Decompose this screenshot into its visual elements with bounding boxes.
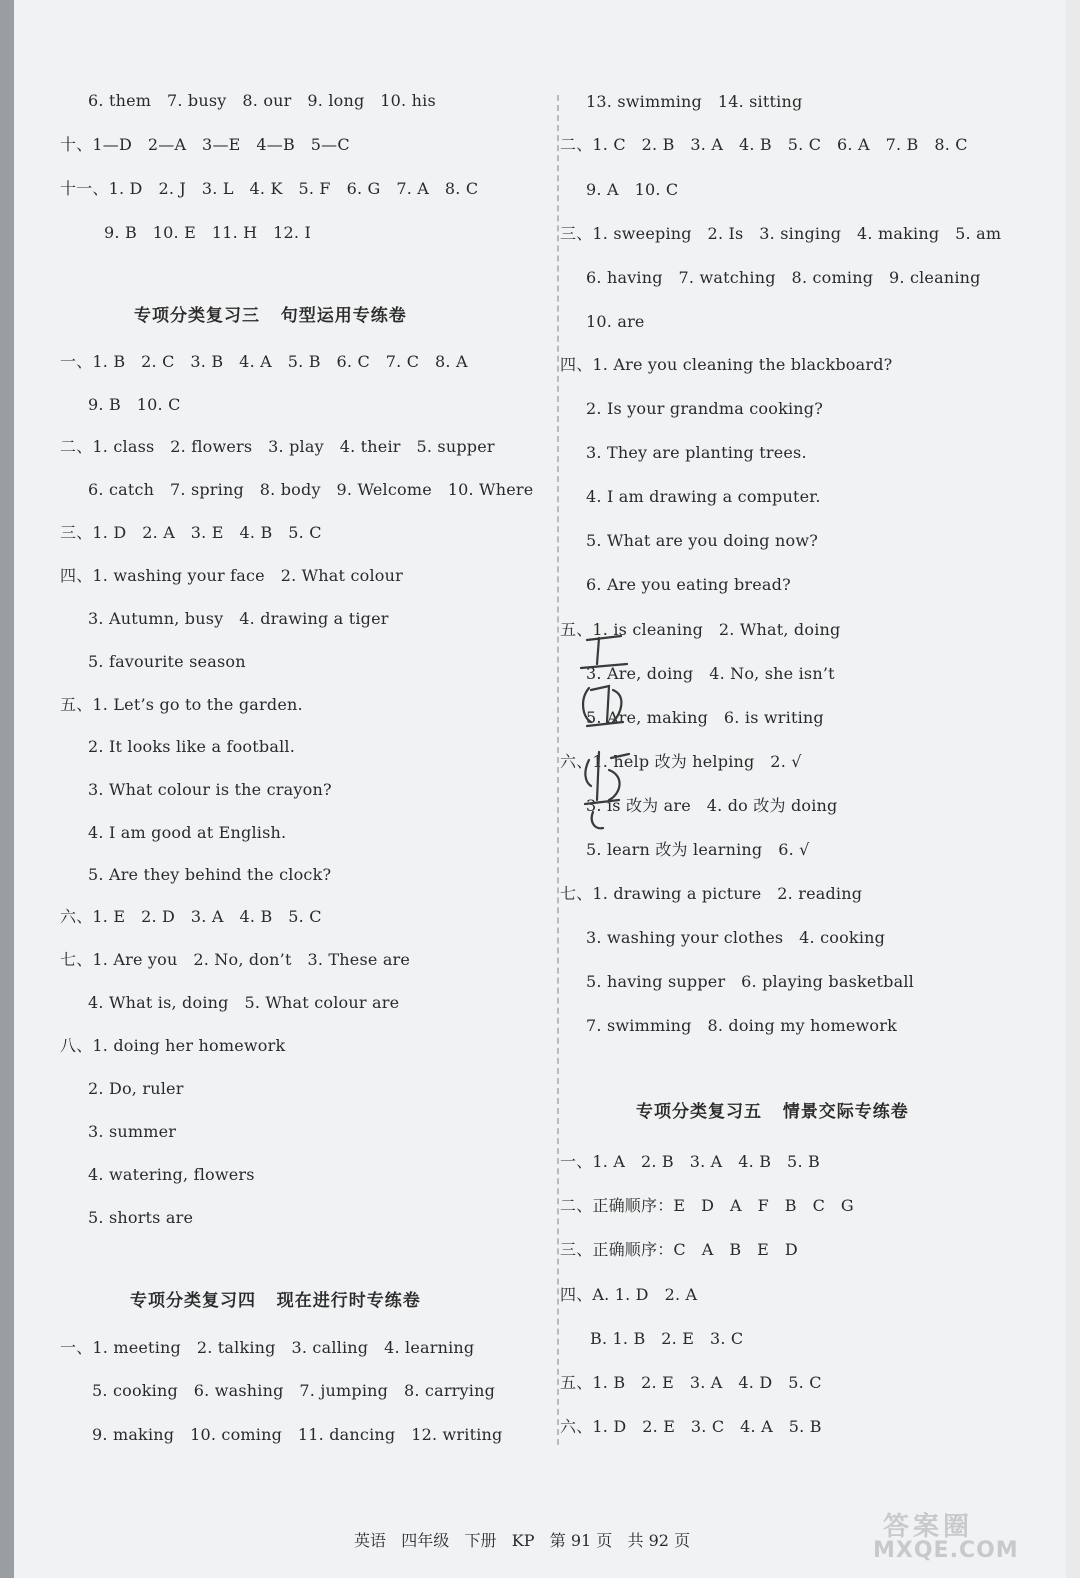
answer-line: 2. Is your grandma cooking? bbox=[586, 399, 824, 418]
answer-line: 3. is 改为 are 4. do 改为 doing bbox=[586, 796, 838, 815]
answer-line: 5. having supper 6. playing basketball bbox=[586, 972, 914, 991]
answer-line: 5. Are they behind the clock? bbox=[88, 865, 332, 884]
answer-line: 五、1. is cleaning 2. What, doing bbox=[560, 620, 841, 639]
answer-line: 2. Do, ruler bbox=[88, 1079, 184, 1098]
answer-line: 4. watering, flowers bbox=[88, 1165, 255, 1184]
answer-line: 四、A. 1. D 2. A bbox=[560, 1285, 698, 1304]
watermark-text-top: 答案圈 bbox=[883, 1512, 974, 1542]
watermark-text-bottom: MXQE.COM bbox=[873, 1538, 1019, 1563]
answer-line: 八、1. doing her homework bbox=[60, 1036, 286, 1055]
answer-line: 5. Are, making 6. is writing bbox=[586, 708, 824, 727]
watermark-logo bbox=[873, 1506, 1048, 1564]
answer-line: 9. making 10. coming 11. dancing 12. writing bbox=[92, 1425, 503, 1444]
answer-line: 5. shorts are bbox=[88, 1208, 194, 1227]
answer-line: 6. catch 7. spring 8. body 9. Welcome 10. Where bbox=[88, 480, 534, 499]
answer-line: 4. I am drawing a computer. bbox=[586, 487, 821, 506]
answer-line: 13. swimming 14. sitting bbox=[586, 92, 803, 111]
answer-line: 一、1. A 2. B 3. A 4. B 5. B bbox=[560, 1152, 820, 1171]
answer-line: 6. them 7. busy 8. our 9. long 10. his bbox=[88, 91, 436, 110]
answer-line: 十一、1. D 2. J 3. L 4. K 5. F 6. G 7. A 8. C bbox=[60, 179, 479, 198]
answer-line: 一、1. meeting 2. talking 3. calling 4. learning bbox=[60, 1338, 475, 1357]
answer-line: 9. A 10. C bbox=[586, 180, 679, 199]
answer-line: 3. Autumn, busy 4. drawing a tiger bbox=[88, 609, 389, 628]
answer-line: 二、1. C 2. B 3. A 4. B 5. C 6. A 7. B 8. C bbox=[560, 135, 968, 154]
answer-line: 5. What are you doing now? bbox=[586, 531, 818, 550]
answer-line: 五、1. B 2. E 3. A 4. D 5. C bbox=[560, 1373, 822, 1392]
section-heading: 专项分类复习四 现在进行时专练卷 bbox=[130, 1291, 421, 1311]
section-heading: 专项分类复习五 情景交际专练卷 bbox=[636, 1102, 909, 1122]
answer-line: 七、1. Are you 2. No, don’t 3. These are bbox=[60, 950, 411, 969]
answer-line: 4. I am good at English. bbox=[88, 823, 287, 842]
answer-line: 六、1. help 改为 helping 2. √ bbox=[560, 752, 802, 771]
page-footer: 英语 四年级 下册 KP 第 91 页 共 92 页 bbox=[354, 1531, 691, 1550]
answer-line: B. 1. B 2. E 3. C bbox=[590, 1329, 744, 1348]
answer-line: 6. having 7. watching 8. coming 9. cleaning bbox=[586, 268, 981, 287]
answer-line: 三、1. D 2. A 3. E 4. B 5. C bbox=[60, 523, 322, 542]
answer-line: 3. washing your clothes 4. cooking bbox=[586, 928, 886, 947]
scan-edge bbox=[0, 0, 14, 1578]
answer-line: 2. It looks like a football. bbox=[88, 737, 295, 756]
answer-line: 5. cooking 6. washing 7. jumping 8. carrying bbox=[92, 1381, 496, 1400]
answer-line: 3. summer bbox=[88, 1122, 177, 1141]
section-heading: 专项分类复习三 句型运用专练卷 bbox=[134, 306, 407, 326]
answer-line: 六、1. D 2. E 3. C 4. A 5. B bbox=[560, 1417, 822, 1436]
answer-line: 二、正确顺序：E D A F B C G bbox=[560, 1196, 854, 1215]
answer-line: 9. B 10. C bbox=[88, 395, 181, 414]
answer-line: 三、1. sweeping 2. Is 3. singing 4. making 5. am bbox=[560, 224, 1002, 243]
answer-line: 7. swimming 8. doing my homework bbox=[586, 1016, 897, 1035]
answer-line: 3. Are, doing 4. No, she isn’t bbox=[586, 664, 835, 683]
answer-line: 5. learn 改为 learning 6. √ bbox=[586, 840, 810, 859]
answer-line: 9. B 10. E 11. H 12. I bbox=[104, 223, 312, 242]
answer-line: 十、1—D 2—A 3—E 4—B 5—C bbox=[60, 135, 350, 154]
answer-line: 5. favourite season bbox=[88, 652, 246, 671]
answer-line: 一、1. B 2. C 3. B 4. A 5. B 6. C 7. C 8. A bbox=[60, 352, 468, 371]
answer-line: 3. What colour is the crayon? bbox=[88, 780, 332, 799]
answer-line: 10. are bbox=[586, 312, 645, 331]
answer-line: 6. Are you eating bread? bbox=[586, 575, 791, 594]
answer-line: 二、1. class 2. flowers 3. play 4. their 5. supper bbox=[60, 437, 495, 456]
column-divider bbox=[557, 95, 559, 1445]
answer-line: 六、1. E 2. D 3. A 4. B 5. C bbox=[60, 907, 322, 926]
answer-page bbox=[14, 0, 1066, 1578]
answer-line: 四、1. Are you cleaning the blackboard? bbox=[560, 355, 893, 374]
answer-line: 3. They are planting trees. bbox=[586, 443, 807, 462]
answer-line: 五、1. Let’s go to the garden. bbox=[60, 695, 303, 714]
answer-line: 七、1. drawing a picture 2. reading bbox=[560, 884, 863, 903]
answer-line: 四、1. washing your face 2. What colour bbox=[60, 566, 403, 585]
answer-line: 三、正确顺序：C A B E D bbox=[560, 1240, 798, 1259]
answer-line: 4. What is, doing 5. What colour are bbox=[88, 993, 400, 1012]
handwriting-scribble bbox=[569, 630, 639, 840]
